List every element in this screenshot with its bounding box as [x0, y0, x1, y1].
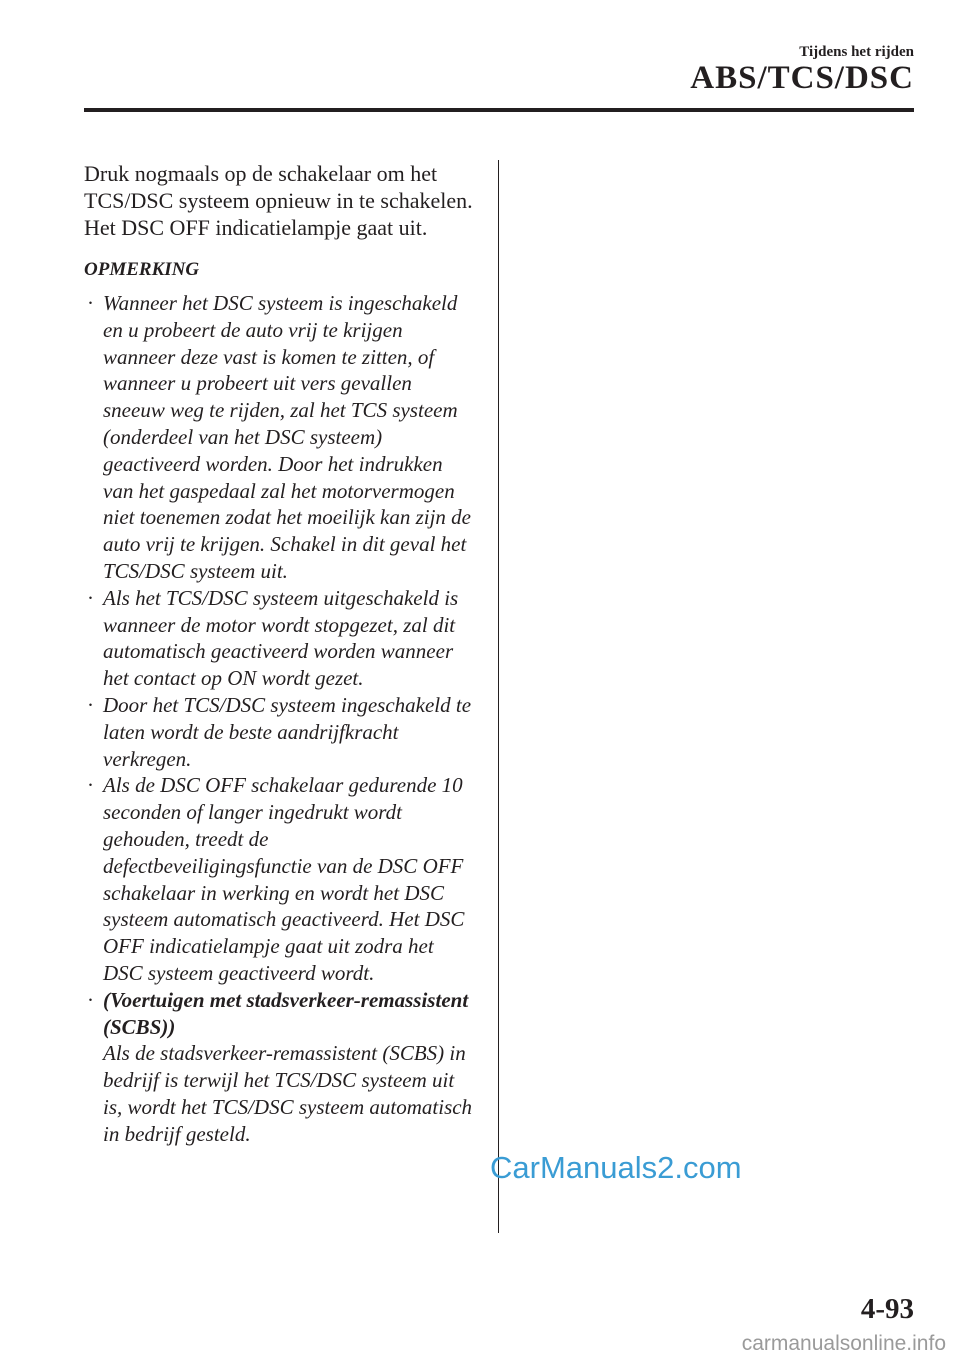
- note-text: Wanneer het DSC systeem is ingeschakeld en u probeert de auto vrij te krijgen wanneer deze vast is komen te zitten, of wanneer u probeert uit vers gevallen sneeuw weg te rijden, zal het TCS systeem (onderdeel van het DSC systeem) geactiveerd worden. Door het indrukken van het gaspedaal zal het motorvermogen niet toenemen zodat het moeilijk kan zijn de auto vrij te krijgen. Schakel in dit geval het TCS/DSC systeem uit.: [103, 291, 471, 583]
- bullet-icon: ·: [87, 585, 94, 610]
- bullet-icon: ·: [87, 692, 94, 717]
- note-item: [84, 290, 478, 585]
- note-item: [84, 692, 478, 772]
- watermark-logo: CarManuals2.com: [490, 1150, 742, 1185]
- main-column: [84, 160, 478, 1148]
- bullet-icon: ·: [87, 291, 94, 315]
- page-number: 4-93: [860, 1293, 914, 1325]
- section-title: Tijdens het rijden: [799, 44, 914, 60]
- note-heading: OPMERKING: [84, 259, 200, 280]
- note-item: [84, 585, 478, 692]
- note-text: Als de stadsverkeer-remassistent (SCBS) in bedrijf is terwijl het TCS/DSC systeem uit is, wordt het TCS/DSC systeem automatisch in bedrijf gesteld.: [103, 1041, 473, 1146]
- bullet-icon: ·: [87, 773, 94, 798]
- bullet-icon: ·: [87, 987, 94, 1012]
- note-item: [84, 987, 478, 1148]
- note-text: Door het TCS/DSC systeem ingeschakeld te laten wordt de beste aandrijfkracht verkregen.: [103, 692, 472, 771]
- note-item: [84, 772, 478, 986]
- note-list: [84, 290, 478, 1148]
- note-subheading: (Voertuigen met stadsverkeer-remassistent (SCBS)): [103, 987, 469, 1039]
- note-text: Als het TCS/DSC systeem uitgeschakeld is wanneer de motor wordt stopgezet, zal dit automatisch geactiveerd worden wanneer het contact op ON wordt gezet.: [103, 585, 459, 691]
- intro-paragraph: Druk nogmaals op de schakelaar om het TCS/DSC systeem opnieuw in te schakelen. Het DSC OFF indicatielampje gaat uit.: [84, 161, 473, 240]
- page-title: ABS/TCS/DSC: [690, 60, 914, 96]
- header-divider: [84, 108, 914, 112]
- footer-watermark: carmanualsonline.info: [741, 1332, 946, 1355]
- column-divider: [498, 160, 499, 1233]
- note-text: Als de DSC OFF schakelaar gedurende 10 seconden of langer ingedrukt wordt gehouden, treedt de defectbeveiligingsfunctie van de DSC OFF schakelaar in werking en wordt het DSC systeem automatisch geactiveerd. Het DSC OFF indicatielampje gaat uit zodra het DSC systeem geactiveerd wordt.: [103, 773, 465, 985]
